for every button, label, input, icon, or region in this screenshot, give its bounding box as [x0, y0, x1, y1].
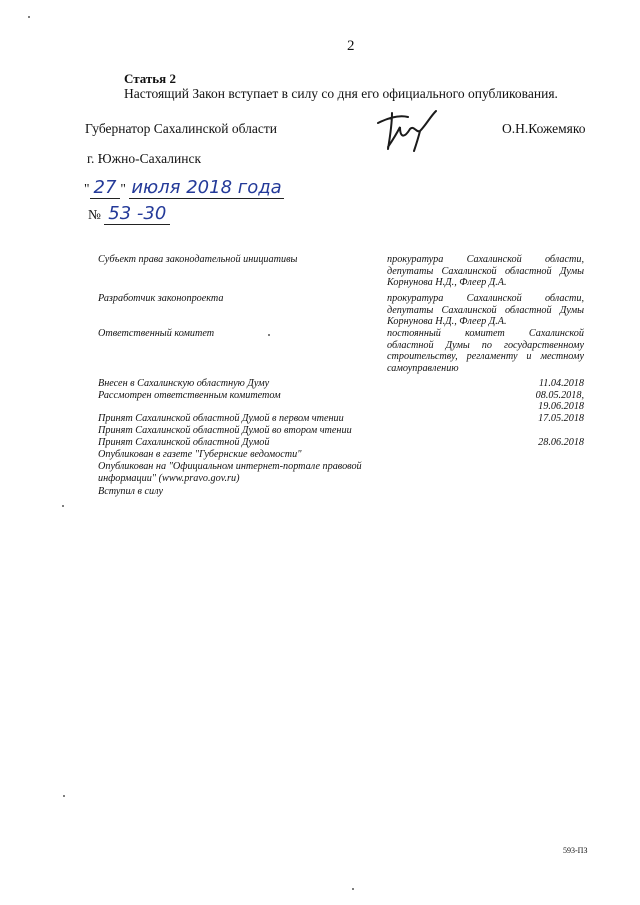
scan-speck — [268, 334, 270, 336]
number-prefix: № — [88, 207, 101, 222]
info-label-committee: Ответственный комитет — [98, 328, 215, 339]
date-label-first-reading: Принят Сахалинской областной Думой в первом чтении — [98, 413, 344, 424]
date-month-year: июля 2018 года — [131, 177, 282, 198]
date-label-second-reading: Принят Сахалинской областной Думой во втором чтении — [98, 425, 352, 436]
date-value-introduced: 11.04.2018 — [538, 378, 584, 389]
article-text: Настоящий Закон вступает в силу со дня его официального опубликования. — [124, 86, 558, 101]
handwritten-signature — [370, 103, 460, 153]
governor-title: Губернатор Сахалинской области — [85, 121, 277, 136]
scan-speck — [63, 795, 65, 797]
date-value-committee-review-2: 19.06.2018 — [538, 401, 584, 412]
date-close-quote: " — [120, 181, 126, 196]
law-number — [88, 203, 170, 225]
scan-speck — [62, 505, 64, 507]
date-value-adopted: 28.06.2018 — [538, 437, 584, 448]
date-open-quote: " — [84, 181, 90, 196]
date-label-published-newspaper: Опубликован в газете "Губернские ведомости" — [98, 449, 302, 460]
number-value: 53 -30 — [104, 203, 170, 225]
date-day: 27 — [90, 177, 121, 199]
date-label-published-portal-cont: информации" (www.pravo.gov.ru) — [98, 473, 240, 484]
date-label-committee-review: Рассмотрен ответственным комитетом — [98, 390, 281, 401]
date-label-published-portal: Опубликован на "Официальном интернет-портале правовой — [98, 461, 362, 472]
city: г. Южно-Сахалинск — [87, 151, 202, 166]
footer-code: 593-ПЗ — [563, 846, 588, 855]
page-number: 2 — [347, 38, 355, 54]
scan-speck — [352, 888, 354, 890]
info-label-developer: Разработчик законопроекта — [98, 293, 224, 304]
info-value-initiative: прокуратура Сахалинской области, депутаты Сахалинской областной Думы Корнунова Н.Д., Флеер Д.А. — [387, 254, 584, 289]
info-value-developer: прокуратура Сахалинской области, депутаты Сахалинской областной Думы Корнунова Н.Д., Флеер Д.А. — [387, 293, 584, 328]
article-title: Статья 2 — [124, 71, 176, 86]
signing-date — [84, 177, 284, 199]
date-label-adopted: Принят Сахалинской областной Думой — [98, 437, 270, 448]
governor-name: О.Н.Кожемяко — [502, 121, 586, 136]
date-value-first-reading: 17.05.2018 — [538, 413, 584, 424]
date-label-effective: Вступил в силу — [98, 486, 163, 497]
date-label-introduced: Внесен в Сахалинскую областную Думу — [98, 378, 270, 389]
info-value-committee: постоянный комитет Сахалинской областной Думы по государственному строительству, регламенту и местному самоуправлению — [387, 328, 584, 374]
info-label-initiative: Субъект права законодательной инициативы — [98, 254, 298, 265]
scan-speck — [28, 16, 30, 18]
date-value-committee-review: 08.05.2018, — [535, 390, 584, 401]
